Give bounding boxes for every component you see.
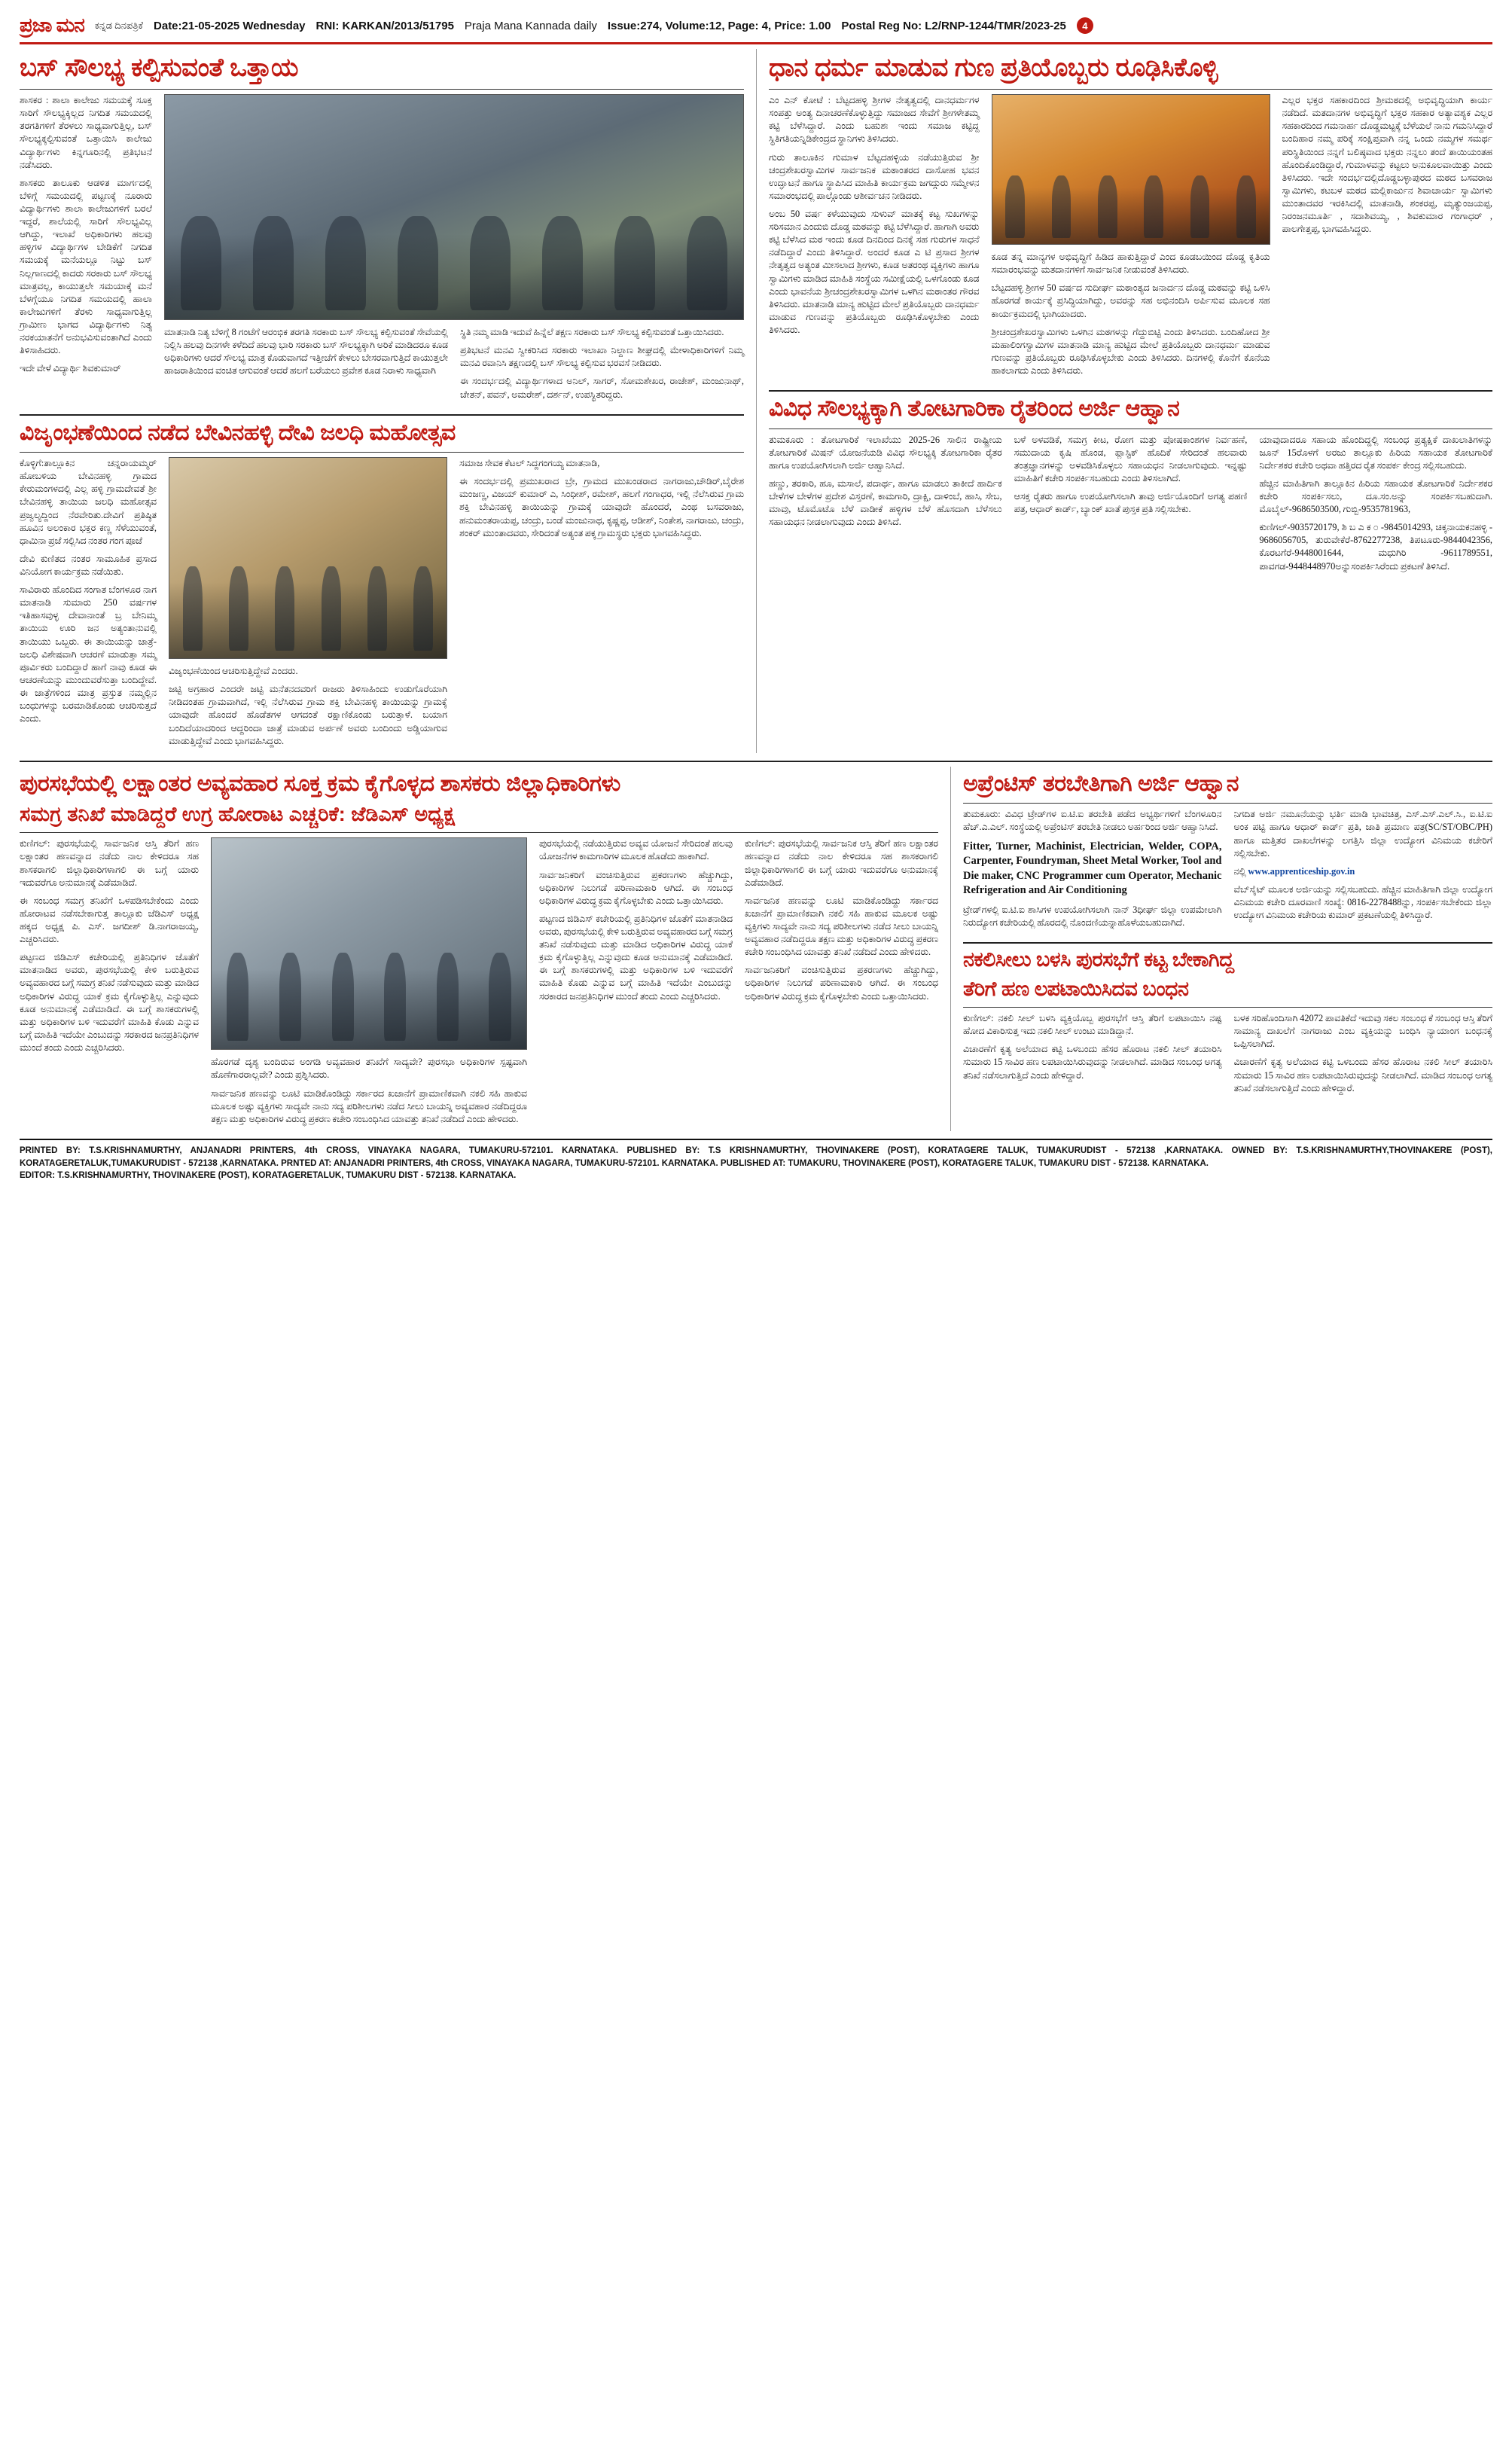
horticulture-col1: [769, 434, 1002, 578]
paragraph: ಇದೇ ವೇಳೆ ವಿದ್ಯಾರ್ಥಿ ಶಿವಕುಮಾರ್: [20, 363, 121, 374]
paragraph: ಕುಣಿಗಲ್: ಪುರಸಭೆಯಲ್ಲಿ ಸಾರ್ವಜನಿಕ ಆಸ್ತಿ ತೆರಿಗೆ ಹಣ ಲಕ್ಷಾಂತರ ಹಣವನ್ನಾದ ನಡೆದು ನಾಲ ಕೇಳಿದರೂ ಸಹ ಶಾಸಕರಾಗಲಿ ಜಿಲ್ಲಾಧಿಕಾರಿಗಳಾಗಲಿ ಈ ಬಗ್ಗೆ ಯಾರು ಇದುವರೆಗೂ ಅನುಮಾನಕ್ಕೆ ಎಡೆಮಾಡಿದೆ.: [745, 838, 938, 888]
right-half: [756, 49, 1492, 753]
municipality-col1: [20, 837, 199, 1131]
divider: [20, 452, 744, 453]
paragraph: ಎಲ್ಲರ ಭಕ್ತರ ಸಹಕಾರದಿಂದ ಶ್ರೀಮಠದಲ್ಲಿ ಅಭಿವೃದ್ಧಿಯಾಗಿ ಕಾರ್ಯ ನಡೆದಿದೆ. ಮತದಾನಗಳ ಅಭಿವೃದ್ಧಿಗೆ ಭಕ್ತರ ಸಹಕಾರ ಅತ್ಯಾವಶ್ಯಕ ಎಲ್ಲರ ಸಹಕಾರದಿಂದ ಗಮನಾರ್ಹ ದೊಡ್ಡಮಟ್ಟಕ್ಕೆ ಬೆಳೆಯಲೆ ನಾನು ಗಮನಿಸಿದ್ದಾರೆ ಬಂದಿಹಾರ ನಮ್ಮ ಪರಿಕ್ಕೆ ಸಂಕ್ಷಿಪ್ತವಾಗಿ ನನ್ನ ಒಂದು ನಮ್ಮಗಳ ಸಮರ್ಥ ಪರಿಸ್ಥಿತಿಯಿಂದ ನನ್ನಗೆ ಬಲಿಷ್ಠವಾದ ಭಕ್ತರು ನನ್ನಲು ತಂದೆ ತಾಯಿಯಂತಹ ಹೊಂದಿಕೊಂಡಿದ್ದಾರೆ, ಗುಮಾಳವನ್ನು ಕಟ್ಟಲು ಅನುಕೂಲವಾಯಿತ್ತು ಎಂದು ತಿಳಿಸಿದರು. ಇದೇ ಸಂದರ್ಭದಲ್ಲಿದೊಡ್ಡಬಳ್ಳಾಪುರದ ಮಠದ ಬಸವರಾಜ ಸ್ವಾಮಿಗಳು, ಕಟಬಳ ಮಠದ ಮಲ್ಲಿಕಾರ್ಜುನ ಶಿವಾಚಾರ್ಯ ಸ್ವಾಮಿಗಳು ಮುಂತಾದವರ ಇರಕಿಸಿದಲ್ಲಿ ಮಾತನಾಡಿ, ಶಂಕರಪ್ಪ, ಮೃತ್ಯುಂಜಯಪ್ಪ, ನಿರಂಜನಮೂರ್ತಿ , ಸದಾಶಿವಯ್ಯ, , ಶಿವಕುಮಾರ ಗಂಗಾಧರ್ , ಪಾಲಗೇತ್ತಪ್ಪ, ಭಾಗವಹಿಸಿದ್ದರು.: [1282, 95, 1492, 235]
municipality-col4: [745, 837, 938, 1131]
municipality-col3: [539, 837, 733, 1131]
paragraph: ಪಟ್ಟಣದ ಜಿಡಿಎಸ್ ಕಚೇರಿಯಲ್ಲಿ ಪ್ರತಿನಿಧಿಗಳ ಜೊತೆಗೆ ಮಾತನಾಡಿದ ಅವರು, ಪುರಸಭೆಯಲ್ಲಿ ಕೇಳಿ ಬರುತ್ತಿರುವ ಅವ್ಯವಹಾರದ ಬಗ್ಗೆ ಸಮಗ್ರ ತನಿಖೆ ನಡೆಸುವುದು ಮತ್ತು ಮಾಡಿದ ಅಧಿಕಾರಿಗಳ ವಿರುದ್ಧ ಯಾಕೆ ಕ್ರಮ ಕೈಗೊಳ್ಳುತ್ತಿಲ್ಲ ಎನ್ನುವುದು ಕೂಡ ಅನುಮಾನಕ್ಕೆ ಎಡೆಮಾಡಿದೆ. ಈ ಬಗ್ಗೆ ಶಾಸಕರುಗಳಲ್ಲಿ ಮತ್ತು ಅಧಿಕಾರಿಗಳ ಬಳಿ ಇದುವರೆಗೆ ಮಾಹಿತಿ ಕೊಡು ಎನ್ನುವ ಬಗ್ಗೆ ಮಾಹಿತಿ ಇದೆಯೇ ಎಂಬುದನ್ನು ಸರಕಾರದ ಜನಪ್ರತಿನಿಧಿಗಳ ಮುಂದೆ ತಂದು ಎಂದು ಎಚ್ಚರಿಸಿದರು.: [539, 913, 733, 1002]
divider: [769, 390, 1492, 392]
bus-article-text-col2: [164, 326, 448, 407]
paragraph: ಬಳೆ ಅಳವಡಿಕೆ, ಸಮಗ್ರ ಕೀಟ, ರೋಗ ಮತ್ತು ಪೋಷಕಾಂಶಗಳ ನಿರ್ವಹಣೆ, ಸಮುದಾಯ ಕೃಷಿ ಹೊಂಡ, ಪ್ಲಾಸ್ಟಿಕ್ ಹೊದಿಕೆ ಸೇರಿದಂತೆ ಹಲವಾರು ತಂತ್ರಜ್ಞಾನಗಳನ್ನು ಅಳವಡಿಸಿಕೊಳ್ಳಲು ಸಹಾಯಧನ ನೀಡಲಾಗುವುದು. ಇನ್ನಷ್ಟು ಮಾಹಿತಿಗೆ ಕಚೇರಿ ಸಂಪರ್ಕಿಸಬಹುದು ಎಂದು ತಿಳಿಸಲಾಗಿದೆ.: [1014, 434, 1248, 483]
divider: [963, 803, 1492, 804]
paragraph: ಸಮಾಜ ಸೇವಕ ಕೆಟಲ್ ಸಿದ್ದಗಂಗಯ್ಯ ಮಾತನಾಡಿ,: [459, 458, 600, 469]
dhana-swamiji-photo: [992, 94, 1270, 245]
divider: [963, 942, 1492, 944]
municipality-subheadline: ಸಮಗ್ರ ತನಿಖೆ ಮಾಡಿದ್ದರೆ ಉಗ್ರ ಹೋರಾಟ ಎಚ್ಚರಿಕೆ: ಜೆಡಿಎಸ್ ಅಧ್ಯಕ್ಷ: [20, 803, 455, 826]
horticulture-col2: [1014, 434, 1248, 578]
paragraph: ಶ್ರೀಚಂದ್ರಶೇಖರಸ್ವಾಮಿಗಳು ಒಳಗಿನ ಮಠಗಳನ್ನು ಗೆದ್ದುಬಿಟ್ಟಿ ಎಂದು ತಿಳಿಸಿದರು. ಬಂದಿಹೋದ ಶ್ರೀ ಮಹಾಲಿಂಗಸ್ವಾಮಿಗಳ ಮಾತನಾಡಿ ಮಾನ್ಯ ಹುಟ್ಟಿದ ಮೇಲೆ ಪ್ರತಿಯೊಬ್ಬರು ದಾನಧರ್ಮ ಮಾಡುವ ಗುಣವನ್ನು ಪ್ರತಿಯೊಬ್ಬರು ರೂಢಿಸಿಕೊಳ್ಳಬೇಕು ಎಂದು ತಿಳಿಸಿದರು. ದಿನಗಳಲ್ಲಿ ಕೊನೆಗೆ ಕೊನೆಯ ಹಾಕಲಾಗದು ಎಂದು ತಿಳಿಸಿದರು.: [991, 326, 1270, 376]
paragraph: ಪುರಸಭೆಯಲ್ಲಿ ನಡೆಯುತ್ತಿರುವ ಅವ್ಯವ ಯೋಜನೆ ಸೇರಿದಂತೆ ಹಲವು ಯೋಜನೆಗಳ ಕಾಮಗಾರಿಗಳ ಮೂಲಕ ಹೊಡೆದು ಹಾಕಾಗಿದೆ.: [539, 838, 733, 862]
fraud-article: [963, 1012, 1492, 1100]
apprentice-col2: [1234, 808, 1493, 935]
divider: [963, 1007, 1492, 1008]
paragraph: ಕುಣಿಗಲ್: ನಕಲಿ ಸೀಲ್ ಬಳಸಿ ವ್ಯಕ್ತಿಯೊಬ್ಬ ಪುರಸಭೆಗೆ ಆಸ್ತಿ ತೆರಿಗೆ ಲಪಟಾಯಿಸಿ ನಷ್ಟ ಹೋದ ವಿಕಾರಿಸುತ್ತ ಇದು ನಕಲಿ ಸೀಲ್ ಉಂಟು ಮಾಡಿದ್ದಾನೆ.: [963, 1013, 1222, 1037]
municipality-body: [20, 837, 938, 1131]
paragraph: ವಿಚಾರಣೆಗೆ ಕೃತ್ಯ ಅಲೆಯಾದ ಕಟ್ಟಿ ಒಳಬಂದು ಹೆಸರ ಹೊರಾಟ ನಕಲಿ ಸೀಲ್ ತಯಾರಿಸಿ ಸುಮಾರು 15 ಸಾವಿರ ಹಣ ಲಪಟಾಯಿಸಿರುವುದನ್ನು ನೀಡಲಾಗಿದೆ. ಮಾಡಿದ ಸಂಬಂಧ ಅಗತ್ಯ ತನಿಖೆ ನಡೆಸಲಾಗುತ್ತಿದೆ ಎಂದು ಹೇಳಿದ್ದಾರೆ.: [1233, 1057, 1492, 1093]
apprentice-headline: ಅಪ್ರೆಂಟಿಸ್ ತರಬೇತಿಗಾಗಿ ಅರ್ಜಿ ಆಹ್ವಾನ: [963, 770, 1239, 796]
fraud-col1: [963, 1012, 1222, 1100]
paragraph: ವಿಚಾರಣೆಗೆ ಕೃತ್ಯ ಅಲೆಯಾದ ಕಟ್ಟಿ ಒಳಬಂದು ಹೆಸರ ಹೊರಾಟ ನಕಲಿ ಸೀಲ್ ತಯಾರಿಸಿ ಸುಮಾರು 15 ಸಾವಿರ ಹಣ ಲಪಟಾಯಿಸಿರುವುದನ್ನು ನೀಡಲಾಗಿದೆ. ಮಾಡಿದ ಸಂಬಂಧ ಅಗತ್ಯ ತನಿಖೆ ನಡೆಸಲಾಗುತ್ತಿದೆ ಎಂದು ಹೇಳಿದ್ದಾರೆ.: [963, 1044, 1222, 1081]
paragraph: ಅಂಬ 50 ವರ್ಷ ಕಳೆಯುವುದು ಸುಳುವ್ ಮಾತಕ್ಕೆ ಕಟ್ಟ ಸುಖಗಳನ್ನು ಸರಿಸಮಾನ ಎಂದುಬಿ ದೊಡ್ಡ ಮಠವನ್ನು ಕಟ್ಟಿ ಬೆಳೆಸಿದ್ದಾರೆ. ಹಾಗಾಗಿ ಅವರು ಕಟ್ಟಿ ಬೆಳೆಸಿದ ಮಠ ಇಂದು ಕೂಡ ದಿನದಿಂದ ದಿನಕ್ಕೆ ಸಹ ಗುರುಗಳ ಸಾಧನೆ ನಡೆದಿದ್ದಾರೆ ಎಂದು ತಿಳಿಸಿದ್ದಾರೆ. ಅಂದರೆ ಕೂಡ ಎ ಟಿ ಪ್ರಸಾದ ಶ್ರೀಗಳ ನೇತೃತ್ವದ ಅತ್ಯಂತ ಮೀಸಲಾದ ಶ್ರೀಗಳು, ಕೂಡ ಅತರಂಥ ವ್ಯಕ್ತಿಗಳು ಹಾಗೂ ಸ್ವಾಮಿಗಳು ಮಾಡಿದ ಮಾಹಿತಿ ಸಂಸ್ಥೆಯ ಸಮೀಕ್ಷೆಯಲ್ಲಿ ಒಳಗೊಂಡು ಕೂಡ ಎಂದು ಭಾವನೆಯ ಶ್ರೀಚಂದ್ರಶೇಖರಸ್ವಾಮಿಗಳ ಒಳಗಿನ ಮಠಾಂತರ ಗೌರವ ತಿಳಿಸಿದರು. ಮಾತನಾಡಿ ಮಾನ್ಯ ಹುಟ್ಟಿದ ಮೇಲೆ ಪ್ರತಿಯೊಬ್ಬರು ದಾನಧರ್ಮ ಮಾಡುವ ಗುಣವನ್ನು ಪ್ರತಿಯೊಬ್ಬರು ರೂಢಿಸಿಕೊಳ್ಳಬೇಕು ಎಂದು ತಿಳಿಸಿದರು.: [769, 208, 980, 335]
municipality-headline: ಪುರಸಭೆಯಲ್ಲಿ ಲಕ್ಷಾಂತರ ಅವ್ಯವಹಾರ ಸೂಕ್ತ ಕ್ರಮ ಕೈಗೊಳ್ಳದ ಶಾಸಕರು ಜಿಲ್ಲಾಧಿಕಾರಿಗಳು: [20, 770, 620, 796]
bus-article-text-col3: [460, 326, 744, 407]
paragraph: ಈ ಸಂದರ್ಭದಲ್ಲಿ ವಿದ್ಯಾರ್ಥಿಗಳಾದ ಅನಿಲ್, ಸಾಗರ್, ಸೋಮಶೇಖರ, ರಾಜೇಶ್, ಮಂಜುನಾಥ್, ಚೇತನ್, ಪವನ್, ಅಮರೇಶ್, ದರ್ಶನ್, ಉಪಸ್ಥಿತರಿದ್ದರು.: [460, 376, 744, 400]
top-section: [20, 49, 1492, 753]
paragraph: ಹಣ್ಣು, ತರಕಾರಿ, ಹೂ, ಮಸಾಲೆ, ಪದಾರ್ಥ, ಹಾಗೂ ಮಾಡಲು ತಾಕೀದೆ ಹಾರ್ದಿಕ ಬೇಳೆಗಳ ಬೇಳೆಗಳ ಪ್ರದೇಶ ವಿಸ್ತರಣೆ, ಕಾಮಗಾರಿ, ದ್ರಾಕ್ಷಿ, ದಾಳಿಂಬೆ, ಹಾಸಿ, ಸೇಬ, ಮಾವು, ಟೊಮೊಟೊ ಬೆಳೆ ವಾಡೀಕೆ ಹಳ್ಳಿಗಳ ಬೆಳೆ ಹೊಸದಾಗಿ ಬೆಳೆಸಲು ಸಹಾಯಧನ ನೀಡಲಾಗುವುದು ಎಂದು ತಿಳಿಸಿದೆ.: [769, 477, 1002, 528]
jatre-procession-photo: [169, 457, 447, 659]
fraud-headline-line2: ತೆರಿಗೆ ಹಣ ಲಪಟಾಯಿಸಿದವ ಬಂಧನ: [963, 978, 1189, 1001]
bus-article-media-col: [164, 94, 744, 407]
paragraph: ಪ್ರತಿಭಟನೆ ಮನವಿ ಸ್ವೀಕರಿಸಿದ ಸರಕಾರು ಇಲಾಖಾ ನಿಲ್ದಾಣ ಶೀಘ್ರದಲ್ಲಿ ಮೇಳಾಧಿಕಾರಿಗಳಿಗೆ ನಿಮ್ಮ ಮನವಿ ರವಾನಿಸಿ ತಕ್ಷಣದಲ್ಲಿ ಬಸ್ ಸೌಲಭ್ಯ ಕಲ್ಪಿಸುವ ಭರವಸೆ ನೀಡಿದರು.: [460, 345, 744, 369]
paragraph: ಯಾವುದಾದರೂ ಸಹಾಯ ಹೊಂದಿದ್ದಲ್ಲಿ ಸಂಬಂಧ ಪ್ರತ್ಯಕ್ಷಿಕೆ ದಾಖಲಾತಿಗಳನ್ನು ಜೂನ್ 15ರೊಳಗೆ ಅರಜು ತಾಲ್ಲೂಕು ಹಿರಿಯ ಸಹಾಯಕ ತೋಟಗಾರಿಕೆ ನಿರ್ದೇಶಕರ ಕಚೇರಿ ಅಥವಾ ಹತ್ತಿರದ ರೈತ ಸಂಪರ್ಕ ಕೇಂದ್ರ ಸಲ್ಲಿಸಬಹುದು.: [1259, 434, 1493, 471]
municipality-media-col: [211, 837, 527, 1131]
paragraph: ಶಾಸಕರ : ಶಾಲಾ ಕಾಲೇಜು ಸಮಯಕ್ಕೆ ಸೂಕ್ತ ಸಾರಿಗೆ ಸೌಲಭ್ಯಕ್ಕಿಲ್ಲದ ನಿಗದಿತ ಸಮಯದಲ್ಲಿ ತರಗತಿಗಳಿಗೆ ತೆರಳಲು ಸಾಧ್ಯವಾಗುತ್ತಿಲ್ಲ, ಬಸ್ ಸೌಲಭ್ಯಕ್ಕಲ್ಪಿಸುವಂತೆ ಒತ್ತಾಯಿಸಿ ಕಾಲೇಜು ವಿದ್ಯಾರ್ಥಿಗಳು ಕಿನ್ನಗೂರಿನಲ್ಲಿ ಪ್ರತಿಭಟನೆ ನಡೆಸಿದರು.: [20, 95, 152, 170]
masthead-date: Date:21-05-2025 Wednesday: [154, 19, 306, 32]
jatre-article-headline: ವಿಜೃಂಭಣೆಯಿಂದ ನಡೆದ ಬೇವಿನಹಳ್ಳಿ ದೇವಿ ಜಲಧಿ ಮಹೋತ್ಸವ: [20, 419, 456, 445]
bus-article-text-col1: [20, 94, 152, 407]
left-half: [20, 49, 744, 753]
masthead-postal-reg: Postal Reg No: L2/RNP-1244/TMR/2023-25: [841, 19, 1066, 32]
bus-article: [20, 94, 744, 407]
paragraph: ಸಾರ್ವಜನಿಕರಿಗೆ ವಂಚಿಸುತ್ತಿರುವ ಪ್ರಕರಣಗಳು ಹೆಚ್ಚುಗಿದ್ದು, ಅಧಿಕಾರಿಗಳ ನಿಲುಗಡೆ ಪರಿಣಾಮಕಾರಿ ಆಗಿದೆ. ಈ ಸಂಬಂಧ ಅಧಿಕಾರಿಗಳ ವಿರುದ್ಧ ಕ್ರಮ ಕೈಗೊಳ್ಳಬೇಕು ಎಂದು ಒತ್ತಾಯಿಸಿದರು.: [539, 869, 733, 906]
jatre-media-col: [169, 457, 447, 753]
bus-article-headline: ಬಸ್ ಸೌಲಭ್ಯ ಕಲ್ಪಿಸುವಂತೆ ಒತ್ತಾಯ: [20, 53, 298, 82]
paragraph: ದೇವಿ ಕುಣಿತದ ನಂತರ ಸಾಮೂಹಿಕ ಪ್ರಸಾದ ವಿನಿಯೋಗ ಕಾರ್ಯಕ್ರಮ ನಡೆಯಿತು.: [20, 553, 157, 578]
paragraph: ತುಮಕೂರು : ತೋಟಗಾರಿಕೆ ಇಲಾಖೆಯು 2025-26 ಸಾಲಿನ ರಾಷ್ಟ್ರೀಯ ತೋಟಗಾರಿಕೆ ಮಿಷನ್ ಯೋಜನೆಯಡಿ ವಿವಿಧ ಸೌಲಭ್ಯಕ್ಕಿ ತೋಟಗಾರಿಕಾ ರೈತರ ಹಾಗೂ ಉಪಯೋಗಿಸಲಾಗಿ ಅರ್ಜಿ ಆಹ್ವಾನಿಸಿದೆ.: [769, 434, 1002, 471]
paragraph: ವಿಜೃಂಭಣೆಯಿಂದ ಆಚರಿಸುತ್ತಿದ್ದೇವೆ ಎಂದರು.: [169, 666, 298, 677]
divider: [769, 89, 1492, 90]
paragraph: ಜಟ್ಟಿ ಅಗ್ರಹಾರ ಎಂದರೇ ಜಟ್ಟಿ ಮನೆತನದವರಿಗೆ ರಾಜರು ತಿಳಿಸಾಹಿಂದು ಉಡುಗೊರೆಯಾಗಿ ನೀಡಿದಂತಹ ಗ್ರಾಮವಾಗಿದೆ, ಇಲ್ಲಿ ನೆಲೆಸಿರುವ ಗ್ರಾಮ ಶಕ್ತಿ ಬೇವಿನಹಳ್ಳಿ ತಾಯಿಯನ್ನು ಗ್ರಾಮಕ್ಕೆ ಯಾವುದೇ ಹೊಂದರೆ ಹೊಡೆತಗಳ ಆಗದಂತೆ ರಕ್ಷಾಣಿಕೊಂಡು ಬರುತ್ತಾಳೆ. ಬಯಾಗ ಬಂದಿದೆಯಾದರಿಂದ ಆದ್ದರಿಂದಾ ಜಾತ್ರೆ ಮಾಡುವ ಅರ್ಪಣೆ ಅವರು ಬಂದಿಂದು ಅಡ್ಡಿಯಾಗುವ ಮಾಡುತ್ತಿದ್ದೇವೆ ಎಂದು ಭಾಗವಹಿಸಿದ್ದರು.: [169, 684, 447, 746]
jatre-text-col3: [459, 457, 744, 753]
paragraph: ಸಾರ್ವಜನಿಕ ಹಣವನ್ನು ಲೂಟಿ ಮಾಡಿಕೊಂಡಿದ್ದು ಸರ್ಕಾರದ ಖಜಾನೆಗೆ ಪ್ರಾಮಾಣಿಕವಾಗಿ ನಕಲಿ ಸಹಿ ಹಾಕುವ ಮೂಲಕ ಅಷ್ಟು ವ್ಯಕ್ತಿಗಳು ಸಾದ್ಯವೇ ನಾನು ಸದ್ಯ ಪರಿಶೀಲಗಳು ನಡೆದ ಸೀಲು ಬಾಯನ್ನಿ ಅವ್ಯವಹಾರ ನಡೆದಿದ್ದರೂ ತಕ್ಷಣ ಮತ್ತು ಅಧಿಕಾರಿಗಳ ವಿರುದ್ಧ ಪ್ರಕರಣ ಕಚೇರಿ ಸಂಬಂಧಿಸಿದ ಯಾವತ್ತು ತನಿಖೆ ನಡೆದಿದೆ ಎಂದು ಹೇಳಿದರು.: [211, 1087, 527, 1124]
masthead-logo-subtitle: ಕನ್ನಡ ದಿನಪತ್ರಿಕೆ: [94, 19, 144, 31]
paragraph: [1234, 865, 1493, 878]
paragraph: ಸಾರ್ವಜನಿಕರಿಗೆ ವಂಚಿಸುತ್ತಿರುವ ಪ್ರಕರಣಗಳು ಹೆಚ್ಚುಗಿದ್ದು, ಅಧಿಕಾರಿಗಳ ನಿಲುಗಡೆ ಪರಿಣಾಮಕಾರಿ ಆಗಿದೆ. ಈ ಸಂಬಂಧ ಅಧಿಕಾರಿಗಳ ವಿರುದ್ಧ ಕ್ರಮ ಕೈಗೊಳ್ಳಬೇಕು ಎಂದು ಒತ್ತಾಯಿಸಿದರು.: [745, 965, 938, 1002]
footer-imprint-line: PRINTED BY: T.S.KRISHNAMURTHY, ANJANADRI PRINTERS, 4th CROSS, VINAYAKA NAGARA, TUMAKURU-572101. KARNATAKA. PUBLISHED BY: T.S KRISHNAMURTHY, THOVINAKERE (POST), KORATAGERE TALUK, TUMAKURUDIST - 572138 ,KARNATAKA. OWNED BY: T.S.KRISHNAMURTHY,THOVINAKERE (POST), KORATAGERETALUK,TUMAKURUDIST - 572138 ,KARNATAKA. PRNTED AT: ANJANADRI PRINTERS, 4th CROSS, VINAYAKA NAGARA, TUMAKURU-572101. KARNATAKA. PUBLISHED AT: TUMAKURU, THOVINAKERE (POST), KORATAGERE TALUK, TUMAKURU DIST - 572138. KARNATAKA.: [20, 1145, 1492, 1168]
paragraph: ಕೂಡ ತನ್ನ ಮಾನ್ಯಗಳ ಅಭಿವೃದ್ಧಿಗೆ ಹಿಡಿದ ಹಾಕುತ್ತಿದ್ದಾರೆ ಎಂದ ಕೂಡಬಯಿಂದ ದೊಡ್ಡ ಕೃತಿಯ ಸಮಾರಂಭವನ್ನು ಮತದಾನಗಳಿಗೆ ಸಾರ್ವಜನಿಕ ನೀಡುವಂತೆ ತಿಳಿಸಿದರು.: [991, 252, 1270, 276]
fraud-col2: [1234, 1012, 1493, 1100]
municipality-article: [20, 767, 938, 1131]
horticulture-headline: ವಿವಿಧ ಸೌಲಭ್ಯಕ್ಕಾಗಿ ತೋಟಗಾರಿಕಾ ರೈತರಿಂದ ಅರ್ಜಿ ಆಹ್ವಾನ: [769, 396, 1180, 422]
bus-article-lower-text: [164, 326, 744, 407]
jatre-article: [20, 457, 744, 753]
paragraph: ವೆಬ್‌ಸೈಟ್ ಮೂಲಕ ಅರ್ಜಿಯನ್ನು ಸಲ್ಲಿಸಬಹುದು. ಹೆಚ್ಚಿನ ಮಾಹಿತಿಗಾಗಿ ಜಿಲ್ಲಾ ಉದ್ಯೋಗ ವಿನಿಮಯ ಕಚೇರಿ ದೂರವಾಣಿ ಸಂಖ್ಯೆ: 0816-2278488ನ್ನು, ಸಂಪರ್ಕಿಸಬೇಕೆಂದು ಜಿಲ್ಲಾ ಉದ್ಯೋಗ ವಿನಿಮಯ ಕಚೇರಿಯ ಕುಮಾರ್ ಪ್ರಕಟಣೆಯಲ್ಲಿ ತಿಳಿಸಿದ್ದಾರೆ.: [1233, 883, 1492, 921]
divider: [20, 761, 1492, 762]
paragraph: ನಿಗದಿತ ಅರ್ಜಿ ನಮೂನೆಯನ್ನು ಭರ್ತಿ ಮಾಡಿ ಭಾವಚಿತ್ರ, ಎಸ್.ಎಸ್.ಎಲ್.ಸಿ., ಐ.ಟಿ.ಐ ಅಂಕ ಪಟ್ಟಿ ಹಾಗೂ ಆಧಾರ್ ಕಾರ್ಡ್ ಪ್ರತಿ, ಜಾತಿ ಪ್ರಮಾಣ ಪತ್ರ(SC/ST/OBC/PH) ಹಾಗೂ ಮತ್ತಿತರ ದಾಖಲೆಗಳನ್ನು ಲಗತ್ತಿಸಿ ಜಿಲ್ಲಾ ಉದ್ಯೋಗ ವಿನಿಮಯ ಕಚೇರಿಗೆ ಸಲ್ಲಿಸಬೇಕು.: [1233, 809, 1492, 859]
paragraph: ಈ ಸಂಬಂಧ ಸಮಗ್ರ ತನಿಖೆಗೆ ಒಳಪಡಿಸಬೇಕೆಂದು ಎಂದು ಹೋರಾಟವ ನಡೆಸಬೇಕಾಗುತ್ತ ತಾಲ್ಲೂಕು ಜೆಡಿಎಸ್ ಅಧ್ಯಕ್ಷ ಹಕ್ಕದ ಅಧ್ಯಕ್ಷ ಪಿ. ಎಸ್. ಜಗದೀಶ್ ಡಿ.ನಾಗರಾಜಯ್ಯ, ಎಚ್ಚರಿಸಿದರು.: [20, 895, 199, 945]
paragraph: ಕೊಳ್ಳಿಗೆ:ತಾಲ್ಲೂಕಿನ ಚನ್ನರಾಯಮ್ಮರ್ ಹೋಬಳಿಯ ಬೇವಿನಹಳ್ಳಿ ಗ್ರಾಮದ ಕೇರುಮಂಗಳದಲ್ಲಿ ಎಲ್ಲ ಹಳ್ಳಿ ಗ್ರಾಮದೇವತೆ ಶ್ರೀ ಬೇವಿನಹಳ್ಳಿ ತಾಯಿಯ ಜಲಧಿ ಮಹೋತ್ಸವ ಪ್ರಜ್ವಲ್ಯದ್ದಿಂದ ನೆರವೇರಿತು.ದೇವಿಗೆ ಪ್ರತಿಷ್ಠಿತ ಹೂವಿನ ಅಲಂಕಾರ ಭಕ್ತರ ಕಣ್ಣ ಸೆಳೆಯುವಂತೆ, ಧಾಮಿನಾ ಪ್ರಜೆ ಸಲ್ಲಿಸಿದ ನಂತರ ಗಂಗ ಪೂಜೆ: [20, 458, 157, 546]
fraud-headline-line1: ನಕಲಿಸೀಲು ಬಳಸಿ ಪುರಸಭೆಗೆ ಕಟ್ಟ ಬೇಕಾಗಿದ್ದ: [963, 947, 1234, 971]
paragraph: ಹೆಚ್ಚಿನ ಮಾಹಿತಿಗಾಗಿ ತಾಲ್ಲೂಕಿನ ಹಿರಿಯ ಸಹಾಯಕ ತೋಟಗಾರಿಕೆ ನಿರ್ದೇಶಕರ ಕಚೇರಿ ಸಂಪರ್ಕಿಸಲು, ದೂ.ಸಂ.ಅನ್ನು ಸಂಪರ್ಕಿಸಬಹುದಾಗಿ. ಮೊಬೈಲ್-9686503500, ಗುಬ್ಬಿ-9535781963,: [1259, 477, 1493, 515]
press-meet-photo: [211, 837, 527, 1050]
masthead-issue: Issue:274, Volume:12, Page: 4, Price: 1.00: [607, 19, 831, 32]
apprentice-article: [963, 808, 1492, 935]
paragraph: ಕುಣಿಗಲ್-9035720179, ಶಿ ಬ ಎ ಕ ೦ -9845014293, ಚಿಕ್ಕನಾಯಕನಹಳ್ಳಿ - 9686056705, ತುರುವೇಕೆರೆ-8762277238, ತಿಪಟೂರು-9844042356, ಕೊರಟಗೆರೆ-9448001644, ಮಧುಗಿರಿ -9611789551, ಪಾವಗಡ-9448448970ಅನ್ನುಸಂಪರ್ಕಿಸಿರೆಂದು ಪ್ರಕಟಣೆ ತಿಳಿಸಿದೆ.: [1259, 522, 1493, 572]
paragraph: ಮಾತನಾಡಿ ನಿತ್ಯ ಬೆಳಿಗ್ಗೆ 8 ಗಂಟೆಗೆ ಆರಂಭಿಕ ತರಗತಿ ಸರಕಾರು ಬಸ್ ಸೌಲಭ್ಯ ಕಲ್ಪಿಸುವಂತೆ ಸೇವೆಯಲ್ಲಿ ನಿಲ್ಲಿಸಿ ಹಲವು ದಿನಗಳೇ ಕಳೆದಿದೆ ಹಲವು ಭಾರಿ ಸರಕಾರು ಬಸ್ ಸೌಲಭ್ಯಕ್ಕಾಗಿ ಅರಿಕೆ ಮಾಡಿದರೂ ಕೂಡ ಅಧಿಕಾರಿಗಳು ಆದರೆ ಸೌಲಭ್ಯ ಮಾತ್ರ ಕೊಡುವಾಗದೆ ಇತ್ತೀಚೆಗೆ ಕೇಳಲು ಬೇಸರವಾಗುತ್ತಿದೆ ಕಾಯುತ್ತಲೇ ಹಾಜರಾತಿಯಿಂದ ವಂಚಿತ ಆಗುವಂತೆ ಆದರೆ ಹಲಗೆ ಬರೆಯಲು ಪ್ರವೇಶ ಕೂಡ ನಿರಾಳು ಸಾಧ್ಯವಾಗಿ: [164, 327, 448, 377]
dhana-text-col1: [769, 94, 980, 383]
paragraph: ಸಾವಿರಾರು ಹೊಂದಿದ ಸಂಗಾತ ಬೆಂಗಳೂರ ನಾಗ ಮಾತನಾಡಿ ಸುಮಾರು 250 ವರ್ಷಗಳ ಇತಿಹಾಸವುಳ್ಳ ದೇವಾನಾಂತೆ ಬ್ರ ಬೇನಿಮ್ಮ ತಾಯಿಯ ಊರಿ ಜನ ಅತ್ಯಂತಾನುವಲ್ಲಿ ತಾಯಿಯು ಒಬ್ಬರು. ಈ ತಾಯಿಯನ್ನು ಜಾತ್ರೆ-ಜಲಧಿ ವಿಶೇಷವಾಗಿ ಆಚರಣೆ ಮಾಡುತ್ತಾ ಸಮ್ಮ ಪೂರ್ವಿಕರು ಬಂದಿದ್ದಾರೆ ಹಾಗೆ ನಾವು ಕೂಡ ಈ ಆಚರಣೆಯನ್ನು ಮುಂದುವರೆಸುತ್ತಾ ಬಂದಿದ್ದೇವೆ. ಈ ಜಾತ್ರೆಗಳಿಂದ ಮಾತ್ರ ಪ್ರಸ್ತುತ ನಮ್ಮಲ್ಲಿನ ಬಂಧುಗಳನ್ನು ಬರಮಾಡಿಕೊಂಡು ಆಚರಿಸುತ್ತದೆ ಎಂದು.: [20, 584, 157, 724]
paragraph: ಹೊರಗಡೆ ದೃಶ್ಯ ಬಂದಿರುವ ಅಂಗಡಿ ಅವ್ಯವಹಾರ ತನಿಖೆಗೆ ಸಾದ್ಯವೇ? ಪುರಸಭಾ ಅಧಿಕಾರಿಗಳ ಸ್ಪಷ್ಟವಾಗಿ ಹೊಣೆಗಾರರಾಲ್ಲವೇ? ಎಂದು ಪ್ರಶ್ನಿಸಿದರು.: [211, 1057, 527, 1081]
horticulture-article: [769, 434, 1492, 578]
masthead-logo: ಪ್ರಜಾ ಮನ: [20, 14, 84, 36]
paragraph: ತುಮಕೂರು: ವಿವಿಧ ಟ್ರೇಡ್‌ಗಳ ಐ.ಟಿ.ಐ ತರಬೇತಿ ಪಡೆದ ಅಭ್ಯರ್ಥಿಗಳಿಗೆ ಬೆಂಗಳೂರಿನ ಹೆಚ್.ಎ.ಎಲ್. ಸಂಸ್ಥೆಯಲ್ಲಿ ಅಪ್ರೆಂಟಿಸ್ ತರಬೇತಿ ನೀಡಲು ಅರ್ಹರಿಂದ ಅರ್ಜಿ ಆಹ್ವಾನಿಸಿದೆ.: [963, 809, 1222, 833]
masthead: [20, 14, 1492, 44]
bottom-section: [20, 767, 1492, 1131]
paragraph: ಗುರು ತಾಲೂಕಿನ ಗುಮಾಳ ಬೆಟ್ಟದಹಳ್ಳಿಯ ನಡೆಯುತ್ತಿರುವ ಶ್ರೀ ಚಂದ್ರಶೇಖರಸ್ವಾಮಿಗಳ ಸಾರ್ವಜನಿಕ ಮಠಾಂತರದ ದಾಸೋಹ ಭವನ ಉದ್ಘಾಟನೆ ಹಾಗೂ ಸ್ಥಾಪಿಸಿದ ಮಾಹಿತಿ ಕಾರ್ಯಕ್ರಮ ಜಗದ್ಗುರು ಸಮ್ಮೇಳನ ಸಮಾರಂಭದಲ್ಲಿ ಪಾಲ್ಗೊಂಡು ಆಶೀರ್ವಚನ ನೀಡಿದರು.: [769, 151, 980, 201]
paragraph: ಟ್ರೇಡ್‌ಗಳಲ್ಲಿ ಐ.ಟಿ.ಐ ಶಾಸಿಗಳ ಉಪಯೋಗಿಸಲಾಗಿ ನಾನ್ 3ಧೀರ್ಘ ಜಿಲ್ಲಾ ಉಪಮೇಲಾಗಿ ನಿರುದ್ಯೋಗ ಕಚೇರಿಯಲ್ಲಿ ಹೊರದಲ್ಲಿ ನೊಂದಣಿಯನ್ನಾಹೊಳೆಯಬಹುದಾಗಿದೆ.: [963, 904, 1222, 928]
apprentice-website-link[interactable]: www.apprenticeship.gov.in: [1248, 865, 1355, 877]
paragraph: ಎಂ ಎನ್ ಕೋಟೆ : ಬೆಟ್ಟದಹಳ್ಳಿ ಶ್ರೀಗಳ ನೇತೃತ್ವದಲ್ಲಿ ದಾನಧರ್ಮಗಳ ಸಂಪತ್ತು ಅಂತ್ಯ ದಿನಾಚರಣೆಕೊಳ್ಳುತ್ತಿದ್ದು ಸಮಾಜದ ಸೇವೆಗೆ ಶ್ರೀಗಳೇತಮ್ಮ ಕಟ್ಟಿ ಬೆಳೆಸಿದ್ದಾರೆ. ಎಂದು ಬಹುಶಃ ಇಂದು ಸಮಾಜ ಕಟ್ಟಿದ್ದ ಸ್ಥಿತಿಗತಿಯನ್ನಿಡಿಕೇಂದ್ರದ ಸ್ಥಾನಿಗಳು ತಿಳಿಸಿದರು.: [769, 95, 980, 145]
paragraph: ಕುಣಿಗಲ್: ಪುರಸಭೆಯಲ್ಲಿ ಸಾರ್ವಜನಿಕ ಆಸ್ತಿ ತೆರಿಗೆ ಹಣ ಲಕ್ಷಾಂತರ ಹಣವನ್ನಾದ ನಡೆದು ನಾಲ ಕೇಳಿದರೂ ಸಹ ಶಾಸಕರಾಗಲಿ ಜಿಲ್ಲಾಧಿಕಾರಿಗಳಾಗಲಿ ಈ ಬಗ್ಗೆ ಯಾರು ಇದುವರೆಗೂ ಅನುಮಾನಕ್ಕೆ ಎಡೆಮಾಡಿದೆ.: [20, 838, 199, 888]
apprentice-col1: [963, 808, 1222, 935]
dhana-article: [769, 94, 1492, 383]
page-number-badge: 4: [1077, 17, 1093, 34]
horticulture-col3: [1259, 434, 1492, 578]
footer-editor-line: EDITOR: T.S.KRISHNAMURTHY, THOVINAKERE (POST), KORATAGERETALUK, TUMAKURU DIST - 572138. KARNATAKA.: [20, 1171, 517, 1181]
paragraph: ಬಳಕ ಸರಿಹೊಂದಿಸಾಗಿ 42072 ಪಾವತಿಕೆದೆ ಇದುವು ಸಕಲ ಸಂಬಂಧ ಕೆ ಸಂಬಂಧ ಆಸ್ತಿ ತೆರಿಗೆ ಸಾಮಾನ್ಯ ದಾಖಲೆಗೆ ನಾಗರಾಜು ಎಂಬ ವ್ಯಕ್ತಿಯನ್ನು ಬಂಧಿಸಿ ನ್ಯಾಯಾಂಗ ಬಂಧನಕ್ಕೆ ಒಪ್ಪಿಸಲಾಗಿದೆ.: [1233, 1013, 1492, 1050]
apprentice-trade-list: Fitter, Turner, Machinist, Electrician, Welder, COPA, Carpenter, Foundryman, Sheet Metal Worker, Tool and Die maker, CNC Programmer cum Operator, Mechanic Refrigeration and Air Conditioning: [963, 840, 1222, 897]
masthead-rni: RNI: KARKAN/2013/51795: [316, 19, 454, 32]
page-footer: [20, 1139, 1492, 1182]
masthead-title-english: Praja Mana Kannada daily: [464, 19, 597, 32]
dhana-media-col: [992, 94, 1270, 383]
dhana-article-headline: ಧಾನ ಧರ್ಮ ಮಾಡುವ ಗುಣ ಪ್ರತಿಯೊಬ್ಬರು ರೂಢಿಸಿಕೊಳ್ಳಿ: [769, 53, 1218, 82]
dhana-text-col3: [1282, 94, 1493, 383]
bus-protest-photo: [164, 94, 744, 320]
jatre-text-col1: [20, 457, 157, 753]
apprentice-website-label: ನಲ್ಲಿ: [1233, 865, 1246, 877]
paragraph: ಸಾರ್ವಜನಿಕ ಹಣವನ್ನು ಲೂಟಿ ಮಾಡಿಕೊಂಡಿದ್ದು ಸರ್ಕಾರದ ಖಜಾನೆಗೆ ಪ್ರಾಮಾಣಿಕವಾಗಿ ನಕಲಿ ಸಹಿ ಹಾಕುವ ಮೂಲಕ ಅಷ್ಟು ವ್ಯಕ್ತಿಗಳು ಸಾದ್ಯವೇ ನಾನು ಸದ್ಯ ಪರಿಶೀಲಗಳು ನಡೆದ ಸೀಲು ಬಾಯನ್ನಿ ಅವ್ಯವಹಾರ ನಡೆದಿದ್ದರೂ ತಕ್ಷಣ ಮತ್ತು ಅಧಿಕಾರಿಗಳ ವಿರುದ್ಧ ಪ್ರಕರಣ ಕಚೇರಿ ಸಂಬಂಧಿಸಿದ ಯಾವತ್ತು ತನಿಖೆ ನಡೆದಿದೆ ಎಂದು ಹೇಳಿದರು.: [745, 895, 938, 958]
divider: [20, 89, 744, 90]
right-bottom-half: [950, 767, 1492, 1131]
paragraph: ಈ ಸಂದರ್ಭದಲ್ಲಿ ಪ್ರಮುಖರಾದ ಬ್ರೇ, ಗ್ರಾಮದ ಮುಖಂಡರಾದ ನಾಗರಾಜು,ಚೌಡಿರ್,ಬೈರೇಶ ಮಂಜಣ್ಣ, ವಿಜಯ್ ಕುಮಾರ್ ಎ, ಸಿಂಧೀಶ್, ರಮೇಶ್, ಹಲಗೆ ಗಂಗಾಧರ, ಇಲ್ಲಿ ನೆಲೆಸಿರುವ ಗ್ರಾಮ ಶಕ್ತಿ ಬೇವಿನಹಳ್ಳಿ ತಾಯಿಯನ್ನು ಗ್ರಾಮಕ್ಕೆ ಯಾವುದೇ ಹೊಂದರೆ, ಎಂಥ ಬಸವರಾಜು, ಹನುಮಂತರಾಯಪ್ಪ, ಚಂದ್ರು, ಬಂಡೆ ಮಂಜುನಾಥ, ಕೃಷ್ಣಪ್ಪ, ಆಡೀಶ್, ನಿಂತೇಶ, ನಾಗರಾಜು, ಚಂದ್ರು, ಶಂಕರ್ ಮುಂತಾದವರು, ಸೇರಿದಂತೆ ಅತ್ಯಂತ ಪಕ್ಕ ಗ್ರಾಮಸ್ಥರು ಭಕ್ತರು ಭಾಗವಹಿಸಿದ್ದರು.: [459, 476, 744, 538]
paragraph: ಶಾಸಕರು ತಾಲೂಕು ಆಡಳಿತ ಮಾರ್ಗದಲ್ಲಿ ಬೆಳಿಗ್ಗೆ ಸಮಯದಲ್ಲಿ ಪಟ್ಟಣಕ್ಕೆ ನೂರಾರು ವಿದ್ಯಾರ್ಥಿಗಳು ಶಾಲಾ ಕಾಲೇಜುಗಳಿಗೆ ಬರಲೆ ಇದ್ದರೆ, ಶಾಲೆಯಲ್ಲಿ ಸಾರಿಗೆ ಸೌಲಭ್ಯವಿಲ್ಲ ಆಗಿದ್ದು, ಇಲಾಖೆ ಅಧಿಕಾರಿಗಳು ಹಲವು ಹಳ್ಳಿಗಳ ವಿದ್ಯಾರ್ಥಿಗಳ ಬೇಡಿಕೆಗೆ ನಿಗದಿತ ಸಮಯಕ್ಕೆ ಮನೆಯಲ್ಲೂ ನಿಟ್ಟು ಬಸ್ ನಿಲ್ಲಗಾಣದಲ್ಲಿ ಕಾದರು ಸರಕಾರು ಬಸ್ ಸೌಲಭ್ಯ ಮಾತ್ರವಲ್ಲ, ಕಾಯುತ್ತಲೇ ಸಮಯಾಕ್ಕೆ ಮನೆ ಬೆಳಗ್ಗೆಯೂ ನಿಗದಿತ ಸಮಯದಲ್ಲಿ ಹಾಲಾ ಕಾಲೇಜುಗಳಿಗೆ ತೆರಳು ಸಾಧ್ಯವಾಗುತ್ತಿಲ್ಲ ಗ್ರಾಮೀಣ ಭಾಗದ ವಿದ್ಯಾರ್ಥಿಗಳು ನಿತ್ಯ ನರಕಯಾತನೆಗೆ ಅನುಭವಿಸುವಂತಾಗಿದೆ ಎಂದು ತಿಳಿಸಾಹಿದರು.: [20, 177, 152, 356]
paragraph: ಸ್ಥಿತಿ ನಮ್ಮ ಮಾಡಿ ಇದುವೆ ಹಿನ್ನೆಲೆ ತಕ್ಷಣ ಸರಕಾರು ಬಸ್ ಸೌಲಭ್ಯ ಕಲ್ಪಿಸುವಂತೆ ಒತ್ತಾಯಿಸಿದರು.: [460, 327, 724, 338]
paragraph: ಆಸಕ್ತ ರೈತರು ಹಾಗೂ ಉಪಯೋಗಿಸಲಾಗಿ ತಾವು ಅರ್ಜಿಯೊಂದಿಗೆ ಅಗತ್ಯ ಪಹಣಿ ಪತ್ರ, ಆಧಾರ್ ಕಾರ್ಡ್, ಬ್ಯಾಂಕ್ ಖಾತೆ ಪುಸ್ತಕ ಪ್ರತಿ ಸಲ್ಲಿಸಬೇಕು.: [1014, 491, 1248, 515]
divider: [20, 832, 938, 833]
divider: [20, 414, 744, 416]
paragraph: ಪಟ್ಟಣದ ಜಿಡಿಎಸ್ ಕಚೇರಿಯಲ್ಲಿ ಪ್ರತಿನಿಧಿಗಳ ಜೊತೆಗೆ ಮಾತನಾಡಿದ ಅವರು, ಪುರಸಭೆಯಲ್ಲಿ ಕೇಳಿ ಬರುತ್ತಿರುವ ಅವ್ಯವಹಾರದ ಬಗ್ಗೆ ಸಮಗ್ರ ತನಿಖೆ ನಡೆಸುವುದು ಮತ್ತು ಮಾಡಿದ ಅಧಿಕಾರಿಗಳ ವಿರುದ್ಧ ಯಾಕೆ ಕ್ರಮ ಕೈಗೊಳ್ಳುತ್ತಿಲ್ಲ ಎನ್ನುವುದು ಕೂಡ ಅನುಮಾನಕ್ಕೆ ಎಡೆಮಾಡಿದೆ. ಈ ಬಗ್ಗೆ ಶಾಸಕರುಗಳಲ್ಲಿ ಮತ್ತು ಅಧಿಕಾರಿಗಳ ಬಳಿ ಇದುವರೆಗೆ ಮಾಹಿತಿ ಕೊಡು ಎನ್ನುವ ಬಗ್ಗೆ ಮಾಹಿತಿ ಇದೆಯೇ ಎಂಬುದನ್ನು ಸರಕಾರದ ಜನಪ್ರತಿನಿಧಿಗಳ ಮುಂದೆ ತಂದು ಎಂದು ಎಚ್ಚರಿಸಿದರು.: [20, 952, 199, 1053]
paragraph: ಬೆಟ್ಟದಹಳ್ಳಿ ಶ್ರೀಗಳ 50 ವರ್ಷದ ಸುದೀರ್ಘ ಮಠಾಂತ್ಯದ ಜನಾರ್ದನ ದೊಡ್ಡ ಮಠವನ್ನು ಕಟ್ಟಿ ಒಳಿಸಿ ಹೊರಗಡೆ ಕಾರ್ಯಕ್ಕೆ ಪ್ರಸಿದ್ಧಿಯಾಗಿದ್ದು, ಅವರನ್ನು ಸಹ ಅಭಿನಂದಿಸಿ ಅರ್ಪಿಸುವ ಮೂಲಕ ಸಹ ಕಾರ್ಯಕ್ರಮದಲ್ಲಿ ಭಾಗಿಯಾದರು.: [991, 282, 1270, 319]
